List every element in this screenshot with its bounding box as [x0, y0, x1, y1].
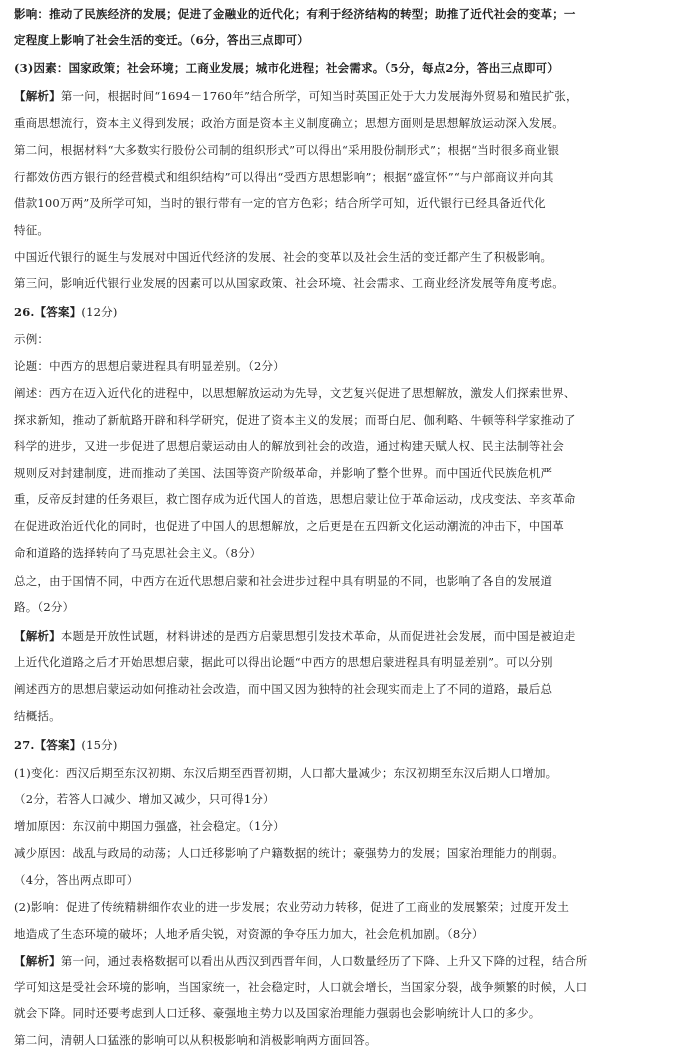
text-line — [14, 543, 678, 563]
text-segment: 规则反对封建制度，进而推动了美国、法国等资产阶级革命，并影响了整个世界。而中国近代民族危机严 — [14, 466, 553, 480]
text-segment: 阐述：西方在迈入近代化的进程中，以思想解放运动为先导，文艺复兴促进了思想解放，激发人们探索世界、 — [14, 386, 576, 400]
bold-text-segment: 定程度上影响了社会生活的变迁。（6分，答出三点即可） — [14, 33, 309, 47]
text-line — [14, 870, 678, 890]
text-segment: 第一问，通过表格数据可以看出从西汉到西晋年间，人口数量经历了下降、上升又下降的过程，结合所 — [60, 954, 588, 968]
bold-text-segment: 27.【答案】 — [14, 738, 82, 752]
text-line — [14, 86, 678, 106]
text-segment: 结概括。 — [14, 709, 61, 723]
text-segment: (12分) — [81, 305, 118, 319]
text-line — [14, 735, 678, 755]
text-segment: (15分) — [81, 738, 118, 752]
text-line — [14, 597, 678, 617]
text-segment: 第一问，根据时间“1694－1760年”结合所学，可知当时英国正处于大力发展海外贸易和殖民扩张， — [60, 89, 578, 103]
text-line — [14, 679, 678, 699]
text-segment: （4分，答出两点即可） — [14, 873, 139, 887]
text-line — [14, 410, 678, 430]
text-segment: 特征。 — [14, 223, 50, 237]
text-segment: 第三问，影响近代银行业发展的因素可以从国家政策、社会环境、社会需求、工商业经济发展等角度考虑。 — [14, 276, 564, 290]
text-line — [14, 302, 678, 322]
text-line — [14, 140, 678, 160]
text-segment: 上近代化道路之后才开始思想启蒙，据此可以得出论题“中西方的思想启蒙进程具有明显差别”。可以分别 — [14, 655, 553, 669]
text-segment: 重商思想流行，资本主义得到发展；政治方面是资本主义制度确立；思想方面则是思想解放运动深入发展。 — [14, 116, 564, 130]
text-line — [14, 30, 678, 50]
bold-text-segment: 26.【答案】 — [14, 305, 82, 319]
text-segment: 就会下降。同时还要考虑到人口迁移、豪强地主势力以及国家治理能力强弱也会影响统计人口的多少。 — [14, 1006, 541, 1020]
text-line — [14, 1003, 678, 1023]
text-segment: 论题：中西方的思想启蒙进程具有明显差别。（2分） — [14, 359, 285, 373]
text-segment: （2分，若答人口减少、增加又减少，只可得1分） — [14, 792, 275, 806]
bold-text-segment: 影响：推动了民族经济的发展；促进了金融业的近代化；有利于经济结构的转型；助推了近代社会的变革；一 — [14, 7, 576, 21]
text-line — [14, 220, 678, 240]
text-segment: 增加原因：东汉前中期国力强盛，社会稳定。（1分） — [14, 819, 285, 833]
text-line — [14, 951, 678, 971]
bold-text-segment: 【解析】 — [14, 89, 61, 103]
text-segment: 科学的进步，又进一步促进了思想启蒙运动由人的解放到社会的改造，通过构建天赋人权、民主法制等社会 — [14, 439, 564, 453]
text-segment: 地造成了生态环境的破坏；人地矛盾尖锐，对资源的争夺压力加大，社会危机加剧。（8分） — [14, 927, 484, 941]
text-line — [14, 113, 678, 133]
text-segment: 中国近代银行的诞生与发展对中国近代经济的发展、社会的变革以及社会生活的变迁都产生了积极影响。 — [14, 250, 553, 264]
text-line — [14, 247, 678, 267]
text-segment: 示例： — [14, 332, 50, 346]
text-line — [14, 167, 678, 187]
text-line — [14, 977, 678, 997]
text-segment: 总之，由于国情不同，中西方在近代思想启蒙和社会进步过程中具有明显的不同，也影响了各自的发展道 — [14, 574, 553, 588]
bold-text-segment: 【解析】 — [14, 629, 61, 643]
text-line — [14, 329, 678, 349]
text-segment: 阐述西方的思想启蒙运动如何推动社会改造，而中国又因为独特的社会现实而走上了不同的道路，最后总 — [14, 682, 553, 696]
text-line — [14, 58, 678, 78]
text-segment: (1)变化：西汉后期至东汉初期、东汉后期至西晋初期，人口都大量减少；东汉初期至东汉后期人口增加。 — [14, 766, 558, 780]
text-line — [14, 273, 678, 293]
text-segment: 探求新知，推动了新航路开辟和科学研究，促进了资本主义的发展；而哥白尼、伽利略、牛顿等科学家推动了 — [14, 413, 576, 427]
text-line — [14, 436, 678, 456]
text-segment: 本题是开放性试题，材料讲述的是西方启蒙思想引发技术革命，从而促进社会发展，而中国是被迫走 — [60, 629, 576, 643]
text-line — [14, 571, 678, 591]
text-line — [14, 4, 678, 24]
text-line — [14, 489, 678, 509]
text-segment: 第二问，根据材料“大多数实行股份公司制的组织形式”可以得出“采用股份制形式”；根据“当时很多商业银 — [14, 143, 560, 157]
text-segment: 命和道路的选择转向了马克思社会主义。（8分） — [14, 546, 262, 560]
text-segment: 减少原因：战乱与政局的动荡；人口迁移影响了户籍数据的统计；豪强势力的发展；国家治理能力的削弱。 — [14, 846, 564, 860]
text-segment: (2)影响：促进了传统精耕细作农业的进一步发展；农业劳动力转移，促进了工商业的发展繁荣；过度开发土 — [14, 900, 570, 914]
text-segment: 第二问，清朝人口猛涨的影响可以从积极影响和消极影响两方面回答。 — [14, 1033, 377, 1047]
text-segment: 在促进政治近代化的同时，也促进了中国人的思想解放，之后更是在五四新文化运动潮流的冲击下，中国革 — [14, 519, 564, 533]
text-line — [14, 626, 678, 646]
text-segment: 借款100万两”及所学可知，当时的银行带有一定的官方色彩；结合所学可知，近代银行已经具备近代化 — [14, 196, 546, 210]
text-line — [14, 789, 678, 809]
text-line — [14, 763, 678, 783]
text-line — [14, 383, 678, 403]
text-line — [14, 706, 678, 726]
text-line — [14, 193, 678, 213]
text-segment: 学可知这是受社会环境的影响，当国家统一，社会稳定时，人口就会增长，当国家分裂，战争频繁的时候，人口 — [14, 980, 588, 994]
text-line — [14, 924, 678, 944]
text-segment: 重，反帝反封建的任务艰巨，救亡图存成为近代国人的首选，思想启蒙让位于革命运动，戊戌变法、辛亥革命 — [14, 492, 576, 506]
bold-text-segment: 【解析】 — [14, 954, 61, 968]
text-line — [14, 816, 678, 836]
text-line — [14, 897, 678, 917]
bold-text-segment: (3)因素：国家政策；社会环境；工商业发展；城市化进程；社会需求。（5分，每点2分，答出三点即可） — [14, 61, 559, 75]
text-line — [14, 516, 678, 536]
text-line — [14, 1030, 678, 1050]
text-line — [14, 843, 678, 863]
text-line — [14, 463, 678, 483]
text-segment: 路。（2分） — [14, 600, 75, 614]
text-line — [14, 356, 678, 376]
text-line — [14, 652, 678, 672]
text-segment: 行都效仿西方银行的经营模式和组织结构”可以得出“受西方思想影响”；根据“盛宣怀”“与户部商议并向其 — [14, 170, 554, 184]
